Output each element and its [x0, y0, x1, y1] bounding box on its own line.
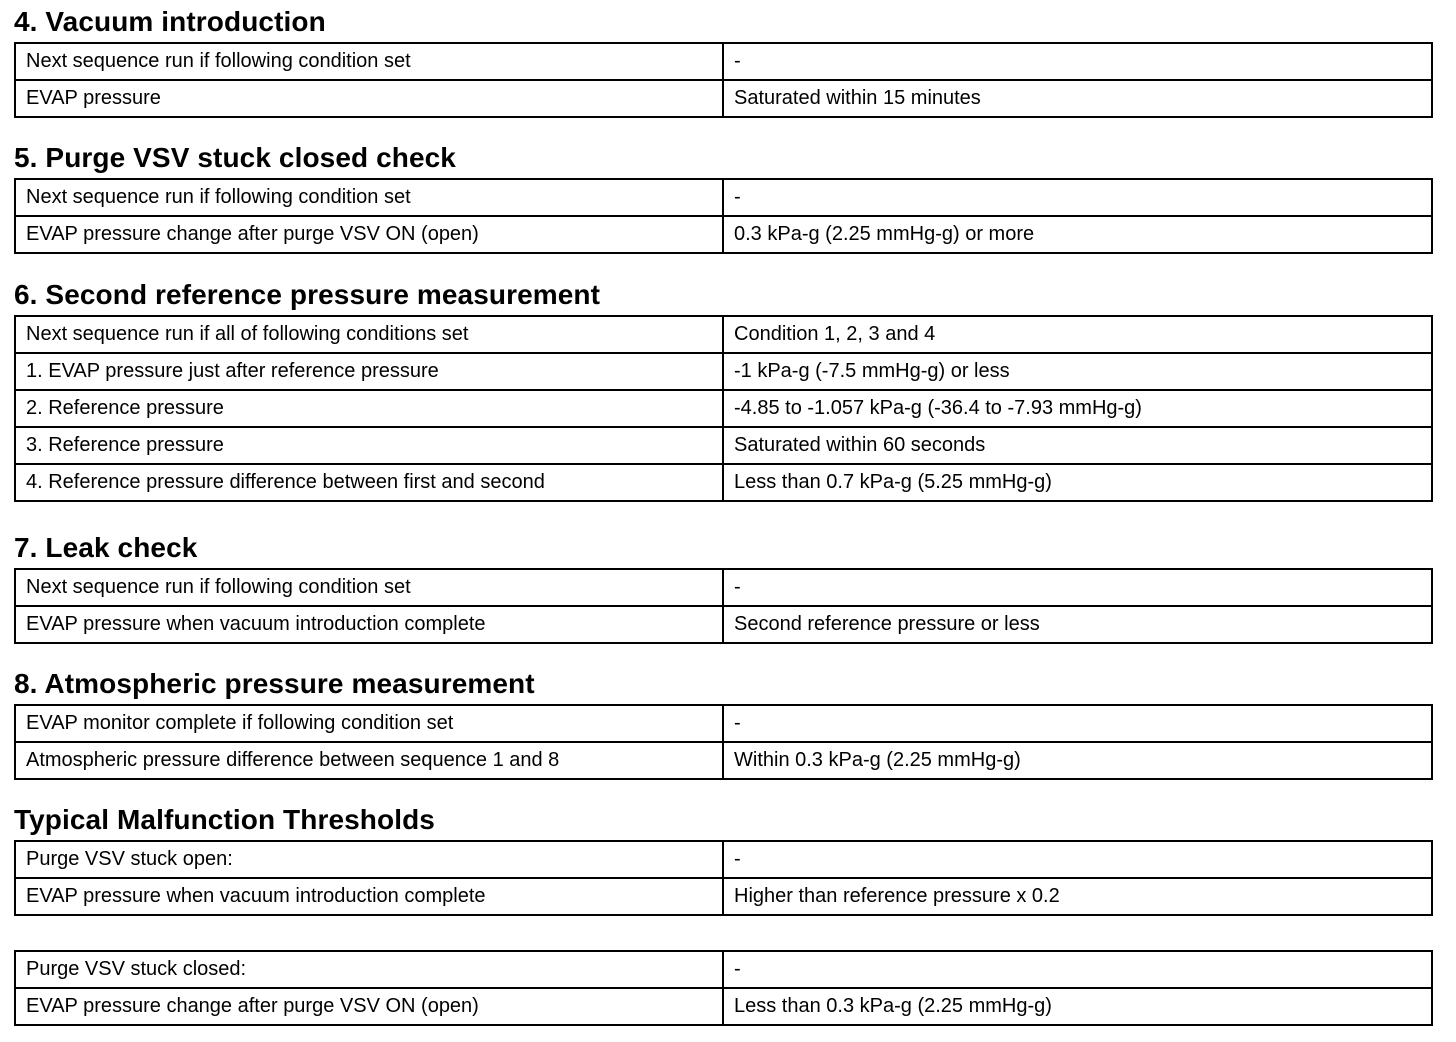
condition-table: [14, 704, 1433, 780]
condition-value: Condition 1, 2, 3 and 4: [723, 316, 1432, 353]
condition-label: EVAP pressure when vacuum introduction complete: [15, 878, 723, 915]
condition-value: Less than 0.3 kPa-g (2.25 mmHg-g): [723, 988, 1432, 1025]
condition-label: 1. EVAP pressure just after reference pressure: [15, 353, 723, 390]
condition-label: Atmospheric pressure difference between sequence 1 and 8: [15, 742, 723, 779]
condition-label: 3. Reference pressure: [15, 427, 723, 464]
condition-value: -: [723, 43, 1432, 80]
condition-table: [14, 178, 1433, 254]
table-row: [15, 43, 1432, 80]
condition-label: Next sequence run if following condition set: [15, 43, 723, 80]
condition-value: -: [723, 841, 1432, 878]
table-row: [15, 427, 1432, 464]
section-atmospheric-pressure: [14, 664, 1431, 780]
condition-value: -: [723, 179, 1432, 216]
table-row: [15, 988, 1432, 1025]
table-row: [15, 390, 1432, 427]
table-row: [15, 878, 1432, 915]
condition-label: EVAP monitor complete if following condition set: [15, 705, 723, 742]
threshold-table-stuck-open: [14, 840, 1433, 916]
condition-label: EVAP pressure change after purge VSV ON (open): [15, 216, 723, 253]
condition-table: [14, 315, 1433, 502]
table-row: [15, 216, 1432, 253]
condition-label: Purge VSV stuck closed:: [15, 951, 723, 988]
table-row: [15, 80, 1432, 117]
condition-value: -1 kPa-g (-7.5 mmHg-g) or less: [723, 353, 1432, 390]
condition-label: Next sequence run if following condition set: [15, 569, 723, 606]
table-row: [15, 464, 1432, 501]
condition-value: -: [723, 705, 1432, 742]
condition-label: EVAP pressure when vacuum introduction complete: [15, 606, 723, 643]
table-row: [15, 951, 1432, 988]
threshold-table-stuck-closed: [14, 950, 1433, 1026]
section-title: Typical Malfunction Thresholds: [14, 804, 435, 835]
section-title: 8. Atmospheric pressure measurement: [14, 668, 535, 699]
section-leak-check: [14, 528, 1431, 644]
section-purge-vsv-stuck-closed-check: [14, 138, 1431, 254]
table-row: [15, 841, 1432, 878]
condition-value: 0.3 kPa-g (2.25 mmHg-g) or more: [723, 216, 1432, 253]
table-row: [15, 316, 1432, 353]
condition-label: EVAP pressure change after purge VSV ON (open): [15, 988, 723, 1025]
table-row: [15, 179, 1432, 216]
condition-value: -: [723, 951, 1432, 988]
condition-value: -: [723, 569, 1432, 606]
condition-label: Purge VSV stuck open:: [15, 841, 723, 878]
condition-label: EVAP pressure: [15, 80, 723, 117]
condition-value: -4.85 to -1.057 kPa-g (-36.4 to -7.93 mmHg-g): [723, 390, 1432, 427]
table-row: [15, 353, 1432, 390]
condition-value: Higher than reference pressure x 0.2: [723, 878, 1432, 915]
condition-value: Saturated within 15 minutes: [723, 80, 1432, 117]
condition-label: Next sequence run if following condition set: [15, 179, 723, 216]
section-vacuum-introduction: [14, 2, 1431, 118]
table-row: [15, 742, 1432, 779]
section-title: 6. Second reference pressure measurement: [14, 279, 601, 310]
table-row: [15, 705, 1432, 742]
section-title: 7. Leak check: [14, 532, 198, 563]
section-malfunction-thresholds: [14, 800, 1431, 916]
section-second-reference-pressure: [14, 275, 1431, 502]
table-row: [15, 569, 1432, 606]
condition-label: 4. Reference pressure difference between first and second: [15, 464, 723, 501]
condition-value: Second reference pressure or less: [723, 606, 1432, 643]
table-row: [15, 606, 1432, 643]
condition-value: Saturated within 60 seconds: [723, 427, 1432, 464]
condition-label: Next sequence run if all of following conditions set: [15, 316, 723, 353]
section-title: 5. Purge VSV stuck closed check: [14, 142, 456, 173]
condition-label: 2. Reference pressure: [15, 390, 723, 427]
section-stuck-closed-threshold: [14, 950, 1431, 1026]
condition-value: Less than 0.7 kPa-g (5.25 mmHg-g): [723, 464, 1432, 501]
condition-table: [14, 42, 1433, 118]
condition-value: Within 0.3 kPa-g (2.25 mmHg-g): [723, 742, 1432, 779]
section-title: 4. Vacuum introduction: [14, 6, 326, 37]
condition-table: [14, 568, 1433, 644]
